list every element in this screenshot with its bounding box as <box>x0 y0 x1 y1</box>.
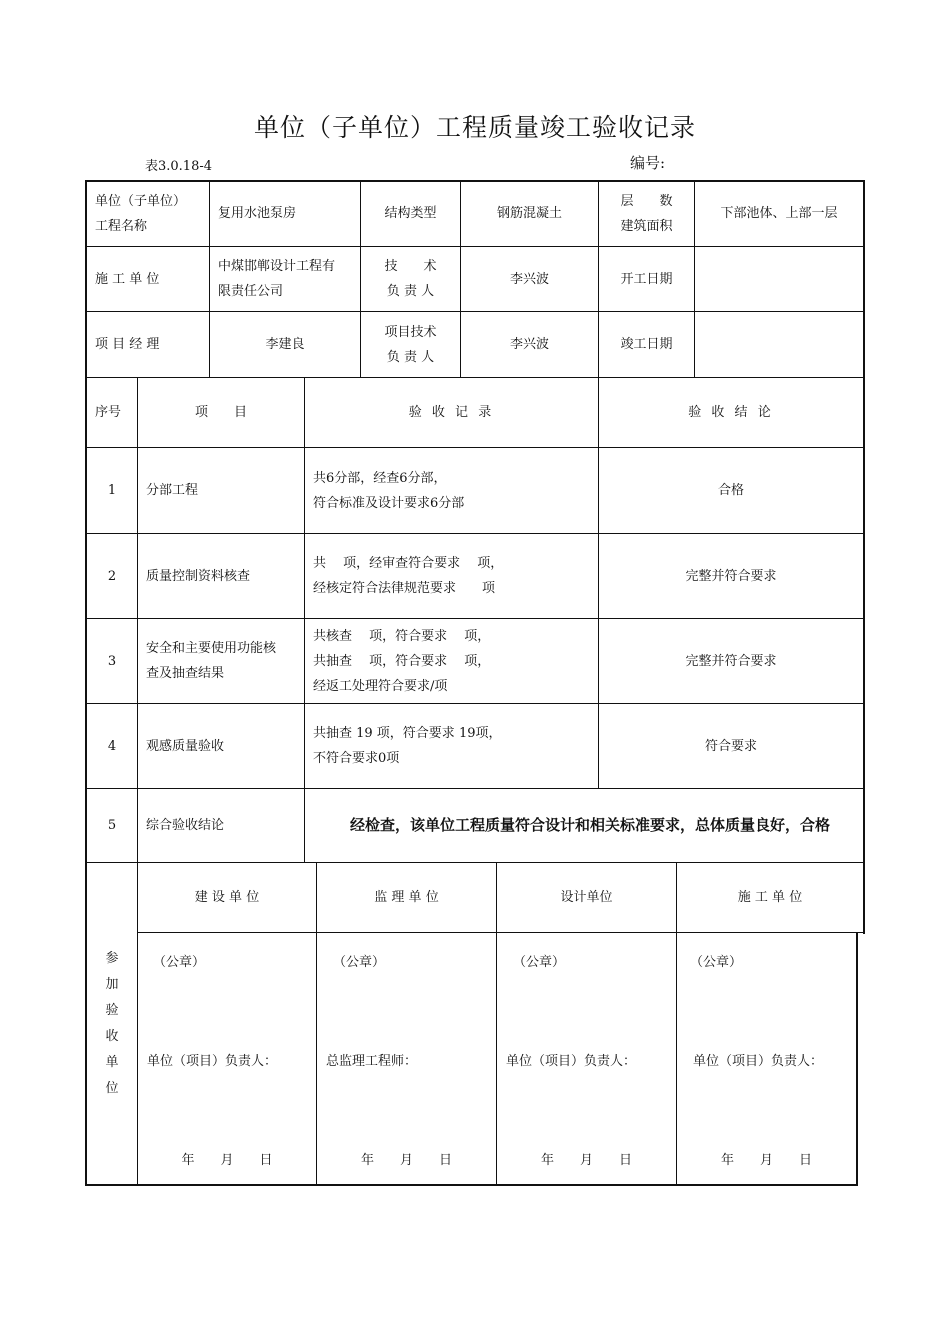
signature-label: 单位（项目）负责人： <box>693 1054 824 1069</box>
start-date-label: 开工日期 <box>620 271 673 287</box>
seal-label: （公章） <box>690 955 743 970</box>
side-label-char: 位 <box>105 1080 119 1096</box>
project-name-value: 复用水池泵房 <box>218 206 297 221</box>
row-record: 共核查 项，符合要求 项， 共抽查 项，符合要求 项， 经返工处理符合要求/项 <box>313 628 491 694</box>
seal-label: （公章） <box>153 955 206 970</box>
project-manager-value: 李建良 <box>265 337 305 352</box>
contractor-label: 施 工 单 位 <box>95 271 160 287</box>
table-border-right-lower <box>856 933 858 1186</box>
col-header-seq: 序号 <box>95 405 122 420</box>
seal-label: （公章） <box>333 955 386 970</box>
code-label: 编号: <box>630 154 666 172</box>
row-item: 综合验收结论 <box>146 818 225 833</box>
row-number: 1 <box>107 483 117 498</box>
structure-type-label: 结构类型 <box>384 206 437 221</box>
table-border-bottom <box>85 1184 858 1186</box>
unit-name-owner: 建 设 单 位 <box>194 890 260 905</box>
form-number: 表3.0.18-4 <box>145 159 213 174</box>
project-manager-label: 项 目 经 理 <box>95 337 160 352</box>
tech-lead-label: 技 术 负 责 人 <box>384 259 437 299</box>
row-item: 分部工程 <box>146 483 199 498</box>
completion-date-label: 竣工日期 <box>620 337 673 352</box>
project-tech-lead-value: 李兴波 <box>509 337 549 352</box>
tech-lead-value: 李兴波 <box>509 271 549 287</box>
unit-name-designer: 设计单位 <box>560 890 613 905</box>
date-label: 年 月 日 <box>360 1153 452 1168</box>
side-label-char: 单 <box>105 1054 119 1070</box>
date-label: 年 月 日 <box>540 1153 632 1168</box>
row-conclusion: 完整并符合要求 <box>685 568 777 584</box>
row-number: 3 <box>107 653 117 669</box>
seal-label: （公章） <box>513 955 566 970</box>
col-header-record: 验 收 记 录 <box>408 405 495 420</box>
col-header-item: 项 目 <box>194 405 247 420</box>
structure-type-value: 钢筋混凝土 <box>496 206 562 221</box>
row-number: 5 <box>107 818 117 833</box>
unit-name-contractor: 施 工 单 位 <box>737 890 803 905</box>
contractor-value: 中煤邯郸设计工程有 限责任公司 <box>218 259 336 299</box>
row-record: 共抽查 19 项，符合要求 19项， 不符合要求0项 <box>313 726 502 766</box>
row-conclusion: 完整并符合要求 <box>685 653 777 669</box>
row-record: 共6分部，经查6分部， 符合标准及设计要求6分部 <box>313 470 465 511</box>
col-header-conclusion: 验 收 结 论 <box>688 405 774 420</box>
floors-area-label: 层 数 建筑面积 <box>620 193 673 234</box>
unit-name-supervisor: 监 理 单 位 <box>374 890 439 905</box>
overall-conclusion: 经检查，该单位工程质量符合设计和相关标准要求，总体质量良好，合格 <box>349 816 830 834</box>
row-number: 2 <box>107 568 117 584</box>
row-conclusion: 符合要求 <box>704 738 757 754</box>
project-name-label: 单位（子单位） 工程名称 <box>95 193 187 234</box>
signature-label: 单位（项目）负责人： <box>147 1054 278 1069</box>
date-label: 年 月 日 <box>720 1153 812 1168</box>
row-conclusion: 合格 <box>717 483 744 498</box>
date-label: 年 月 日 <box>181 1153 273 1168</box>
side-label-char: 参 <box>105 950 119 966</box>
table-border-right-upper <box>863 180 865 934</box>
floors-area-value: 下部池体、上部一层 <box>720 206 838 221</box>
document-title: 单位（子单位）工程质量竣工验收记录 <box>253 113 696 142</box>
row-record: 共 项，经审查符合要求 项， 经核定符合法律规范要求 项 <box>313 556 504 596</box>
row-item: 观感质量验收 <box>146 738 225 754</box>
grid-line <box>137 932 864 933</box>
signature-label: 总监理工程师： <box>326 1054 418 1069</box>
project-tech-lead-label: 项目技术 负 责 人 <box>384 324 437 365</box>
row-item: 安全和主要使用功能核 查及抽查结果 <box>146 641 277 681</box>
completion-date-value[interactable] <box>695 312 863 377</box>
side-label-char: 验 <box>105 1002 119 1018</box>
row-item: 质量控制资料核查 <box>146 568 251 584</box>
signature-label: 单位（项目）负责人： <box>506 1054 637 1069</box>
participants-side-label <box>87 863 137 1184</box>
start-date-value[interactable] <box>695 247 863 311</box>
side-label-char: 加 <box>105 976 119 992</box>
row-number: 4 <box>107 738 117 754</box>
side-label-char: 收 <box>105 1028 119 1044</box>
